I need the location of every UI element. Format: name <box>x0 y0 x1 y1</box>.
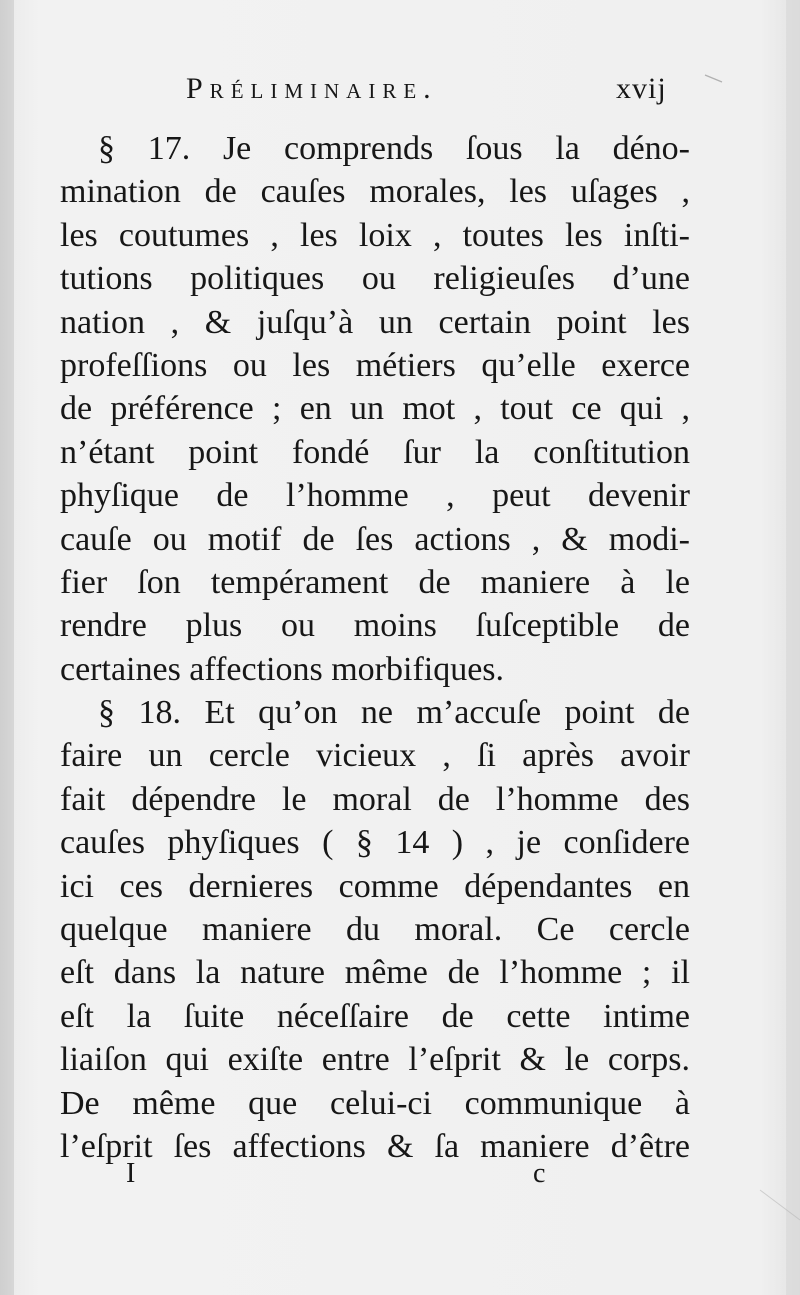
page-footer <box>0 1158 800 1198</box>
paragraph-17 <box>60 127 690 691</box>
catchword: c <box>533 1158 546 1189</box>
text-line: ici ces dernieres comme dépendantes en <box>60 867 690 905</box>
text-line: certaines affections morbifiques. <box>60 650 505 688</box>
paragraph-18 <box>60 691 690 1168</box>
text-line: § 17. Je comprends ſous la déno- <box>98 130 690 167</box>
signature-mark: I <box>126 1158 136 1189</box>
text-line: cauſes phyſiques ( § 14 ) , je conſidere <box>60 824 690 862</box>
text-line: les coutumes , les loix , toutes les inſti- <box>60 216 690 254</box>
text-line: faire un cercle vicieux , ſi après avoir <box>60 737 690 775</box>
text-line: eſt dans la nature même de l’homme ; il <box>60 954 690 992</box>
text-line: rendre plus ou moins ſuſceptible de <box>60 607 690 645</box>
text-line: n’étant point fondé ſur la conſtitution <box>60 433 690 471</box>
text-line: mination de cauſes morales, les uſages , <box>60 173 690 211</box>
text-line: fait dépendre le moral de l’homme des <box>60 780 690 818</box>
text-line: De même que celui-ci communique à <box>60 1084 690 1122</box>
text-line: de préférence ; en un mot , tout ce qui , <box>60 390 690 428</box>
running-header <box>0 72 800 112</box>
body-text <box>60 127 690 1168</box>
text-line: cauſe ou motif de ſes actions , & modi- <box>60 520 690 558</box>
text-line: eſt la ſuite néceſſaire de cette intime <box>60 997 690 1035</box>
text-line: nation , & juſqu’à un certain point les <box>60 303 690 341</box>
text-line: l’eſprit ſes affections & ſa maniere d’être <box>60 1127 690 1165</box>
text-line: liaiſon qui exiſte entre l’eſprit & le corps. <box>60 1041 690 1079</box>
text-line: § 18. Et qu’on ne m’accuſe point de <box>98 694 690 732</box>
text-line: phyſique de l’homme , peut devenir <box>60 477 690 515</box>
text-line: profeſſions ou les métiers qu’elle exerce <box>60 346 690 384</box>
text-line: fier ſon tempérament de maniere à le <box>60 563 690 601</box>
text-line: tutions politiques ou religieuſes d’une <box>60 260 690 298</box>
text-line: quelque maniere du moral. Ce cercle <box>60 911 690 949</box>
running-title: Préliminaire. <box>186 72 438 105</box>
page-number: xvij <box>616 72 667 105</box>
